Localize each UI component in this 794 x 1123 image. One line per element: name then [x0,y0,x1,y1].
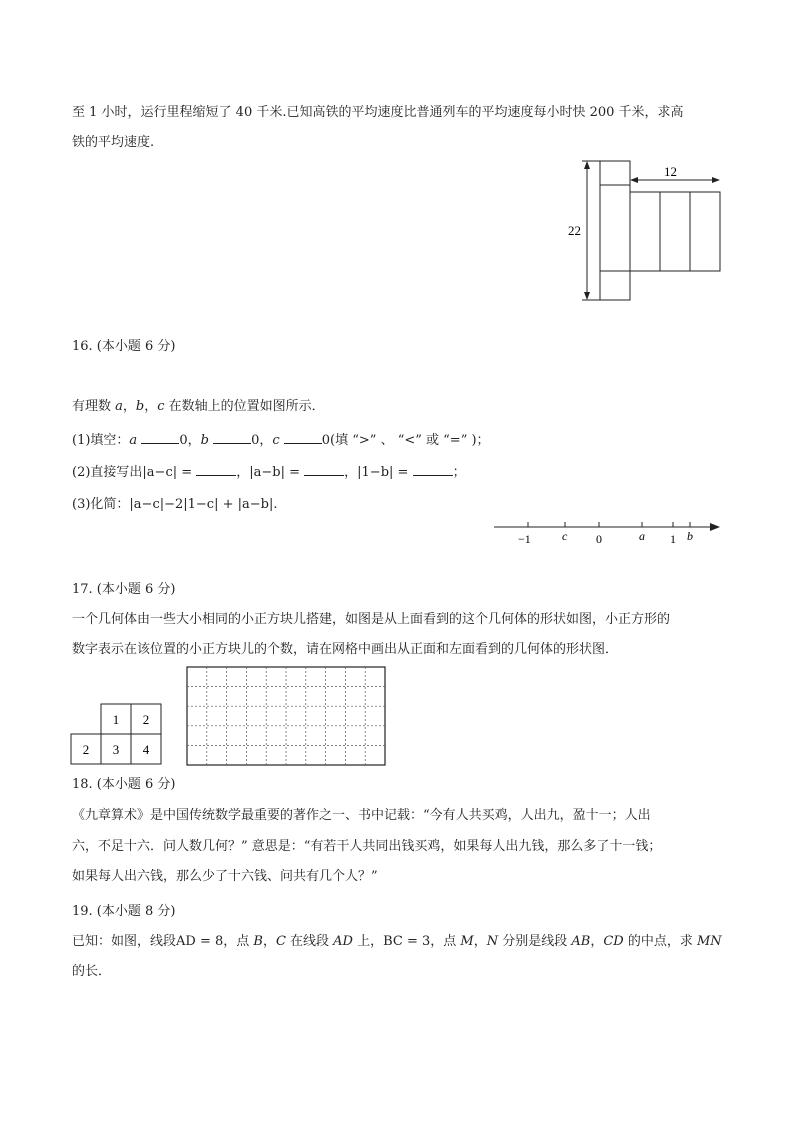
figure-top-flap [600,161,630,185]
drawing-grid[interactable] [186,666,386,766]
number-line-arrow [710,523,720,531]
top-view-cell: 2 [82,742,90,757]
q18-header: 18. (本小题 6 分) [72,777,176,792]
blank-a-c-input[interactable] [196,463,236,476]
label-neg1: −1 [518,532,531,546]
q16-part3: (3)化简：|a−c|−2|1−c| + |a−b|. [72,497,278,512]
label-c: c [562,529,568,543]
figure-side-panel-1 [630,192,660,271]
width-label: 12 [664,164,677,179]
number-line [494,517,724,547]
blank-a-input[interactable] [141,431,179,444]
blank-c-input[interactable] [284,431,322,444]
q19-header: 19. (本小题 8 分) [72,904,176,919]
q19-text-line2: 的长． [72,964,112,979]
height-arrow-bottom [584,292,590,300]
q18-text-line1: 《九章算术》是中国传统数学最重要的著作之一、书中记载：“今有人共买鸡，人出九，盈十一；人出 [72,808,651,823]
q16-part1: (1)填空：a 0，b 0，c 0(填 “>” 、 “<” 或 “=” )； [72,433,490,448]
blank-b-input[interactable] [213,431,251,444]
blank-1-b-input[interactable] [413,463,453,476]
figure-bottom-flap [600,271,630,300]
top-view-cell: 2 [142,712,150,727]
figure-side-panel-2 [660,192,690,271]
figure-main-strip [600,185,630,271]
height-label: 22 [568,223,581,238]
q16-part2: (2)直接写出|a−c| = ，|a−b| = ，|1−b| = ； [72,465,466,480]
q16-header: 16. (本小题 6 分) [72,339,176,354]
label-b: b [687,529,693,543]
label-a: a [639,529,645,543]
width-arrow-right [712,177,720,183]
q15-text-line2: 铁的平均速度. [72,135,155,150]
height-arrow-top [584,161,590,169]
top-view-cell: 4 [142,742,150,757]
q18-text-line3: 如果每人出六钱，那么少了十六钱、问共有几个人？” [72,869,378,884]
q18-text-line2: 六，不足十六．问人数几何？” 意思是：“有若干人共同出钱买鸡，如果每人出九钱，那么多了十一钱； [72,839,662,854]
figure-side-panel-3 [690,192,720,271]
q17-text-line1: 一个几何体由一些大小相同的小正方块儿搭建，如图是从上面看到的这个几何体的形状如图，小正方形的 [72,612,671,627]
label-1: 1 [670,532,676,546]
blank-a-b-input[interactable] [304,463,344,476]
top-view-figure [70,703,165,765]
top-view-cell: 3 [112,742,120,757]
label-0: 0 [596,532,602,546]
q16-intro: 有理数 a，b，c 在数轴上的位置如图所示． [72,399,325,414]
q17-text-line2: 数字表示在该位置的小正方块儿的个数，请在网格中画出从正面和左面看到的几何体的形状图． [72,642,619,657]
width-arrow-left [630,177,638,183]
q15-expanded-box-figure [560,155,730,305]
q19-text-line1: 已知：如图，线段AD = 8，点 B，C 在线段 AD 上，BC = 3，点 M，N 分别是线段 AB，CD 的中点，求 MN [72,934,722,949]
q17-header: 17. (本小题 6 分) [72,582,176,597]
top-view-cell: 1 [112,712,120,727]
q15-text-line1: 至 1 小时，运行里程缩短了 40 千米.已知高铁的平均速度比普通列车的平均速度每小时快 200 千米，求高 [72,105,684,120]
